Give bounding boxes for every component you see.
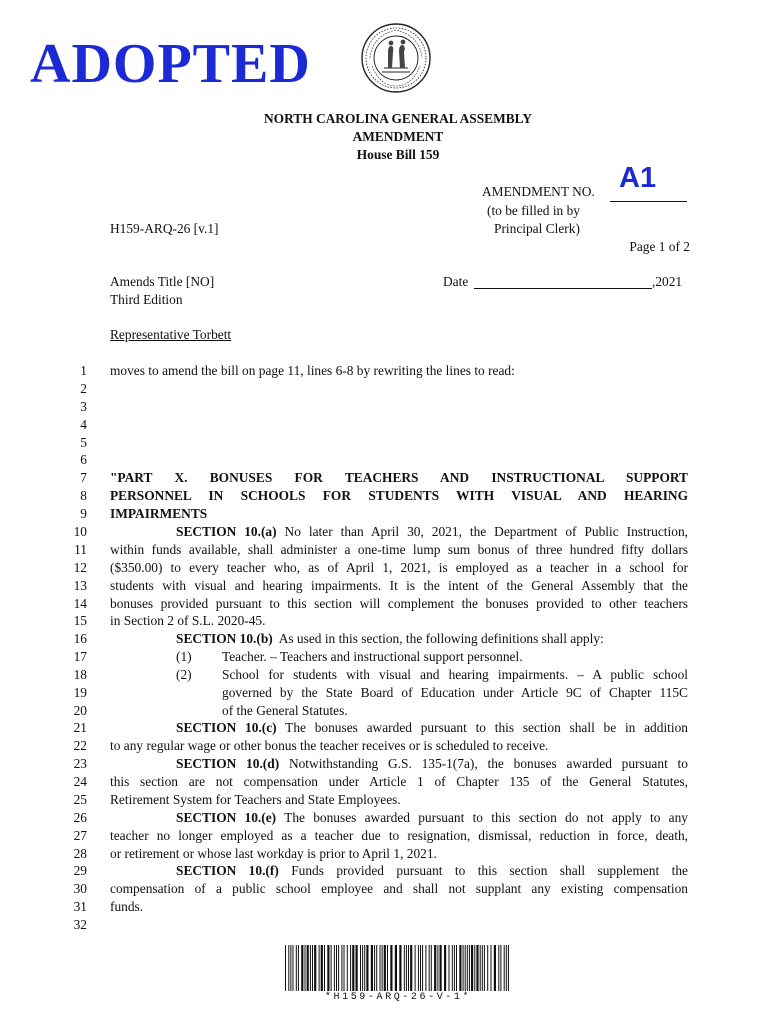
line-number: 22 bbox=[73, 738, 87, 753]
text-line: this section are not compensation under Article 1 of Chapter 135 of the General Statutes, bbox=[110, 774, 688, 789]
line-number: 29 bbox=[73, 863, 87, 878]
line-number: 23 bbox=[73, 756, 87, 771]
line-number: 5 bbox=[80, 435, 87, 450]
section-text: The bonuses awarded pursuant to this section shall be in addition bbox=[285, 720, 688, 735]
line-number: 26 bbox=[73, 810, 87, 825]
text-line: School for students with visual and hearing impairments. – A public school bbox=[222, 667, 688, 682]
text-line bbox=[110, 863, 688, 879]
text-line bbox=[110, 524, 688, 540]
text-line: to any regular wage or other bonus the teacher receives or is scheduled to receive. bbox=[110, 738, 549, 753]
line-number: 7 bbox=[80, 470, 87, 485]
text-line bbox=[110, 631, 688, 647]
section-heading: SECTION 10.(d) bbox=[176, 756, 280, 771]
text-line bbox=[110, 810, 688, 826]
text-line: PERSONNEL IN SCHOOLS FOR STUDENTS WITH VISUAL AND HEARING bbox=[110, 488, 688, 503]
line-number: 28 bbox=[73, 846, 87, 861]
section-heading: SECTION 10.(e) bbox=[176, 810, 277, 825]
line-number: 21 bbox=[73, 720, 87, 735]
section-heading: SECTION 10.(f) bbox=[176, 863, 279, 878]
line-number: 18 bbox=[73, 667, 87, 682]
text-line: bonuses provided pursuant to this section will complement the bonuses provided to other teachers bbox=[110, 596, 688, 611]
text-line: "PART X. BONUSES FOR TEACHERS AND INSTRUCTIONAL SUPPORT bbox=[110, 470, 688, 485]
amendment-number: A1 bbox=[619, 162, 657, 194]
line-number: 24 bbox=[73, 774, 87, 789]
line-number: 11 bbox=[74, 542, 87, 557]
text-line: governed by the State Board of Education under Article 9C of Chapter 115C bbox=[222, 685, 688, 700]
text-line: funds. bbox=[110, 899, 144, 914]
amendment-number-line bbox=[610, 201, 687, 202]
text-line: students with visual and hearing impairments. It is the intent of the General Assembly that the bbox=[110, 578, 688, 593]
list-number: (1) bbox=[176, 649, 192, 664]
line-number: 15 bbox=[73, 613, 87, 628]
text-line: Teacher. – Teachers and instructional support personnel. bbox=[222, 649, 523, 664]
text-line: teacher no longer employed as a teacher due to resignation, dismissal, reduction in force, death, bbox=[110, 828, 688, 843]
fill-note: (to be filled in by bbox=[487, 203, 580, 218]
bill-heading: House Bill 159 bbox=[356, 147, 440, 162]
text-line: Retirement System for Teachers and State Employees. bbox=[110, 792, 401, 807]
edition: Third Edition bbox=[110, 292, 183, 307]
amends-title: Amends Title [NO] bbox=[110, 274, 215, 289]
date-blank-line bbox=[474, 288, 652, 289]
line-number: 10 bbox=[73, 524, 87, 539]
line-number: 20 bbox=[73, 703, 87, 718]
amendment-heading: AMENDMENT bbox=[352, 129, 444, 144]
line-number: 32 bbox=[73, 917, 87, 932]
line-number: 14 bbox=[73, 596, 87, 611]
line-number: 30 bbox=[73, 881, 87, 896]
text-line: within funds available, shall administer a one-time lump sum bonus of three hundred fifty dollars bbox=[110, 542, 688, 557]
sponsor: Representative Torbett bbox=[110, 327, 232, 342]
line-number: 3 bbox=[80, 399, 87, 414]
bill-id: H159-ARQ-26 [v.1] bbox=[110, 221, 219, 236]
barcode-text: *H159-ARQ-26-V-1* bbox=[324, 992, 472, 1003]
section-text: No later than April 30, 2021, the Department of Public Instruction, bbox=[284, 524, 688, 539]
line-number: 6 bbox=[80, 452, 87, 467]
barcode-icon bbox=[285, 945, 511, 991]
line-number: 31 bbox=[73, 899, 87, 914]
text-line: compensation of a public school employee and shall not supplant any existing compensation bbox=[110, 881, 688, 896]
adopted-stamp: ADOPTED bbox=[30, 33, 311, 95]
line-number: 19 bbox=[73, 685, 87, 700]
page-number: Page 1 of 2 bbox=[629, 239, 690, 254]
line-number: 8 bbox=[80, 488, 87, 503]
line-number: 25 bbox=[73, 792, 87, 807]
state-seal-icon bbox=[360, 22, 432, 94]
line-number: 13 bbox=[73, 578, 87, 593]
line-number: 2 bbox=[80, 381, 87, 396]
line-number: 27 bbox=[73, 828, 87, 843]
text-line bbox=[110, 756, 688, 772]
text-line: moves to amend the bill on page 11, lines 6-8 by rewriting the lines to read: bbox=[110, 363, 515, 378]
line-number: 16 bbox=[73, 631, 87, 646]
date-year: ,2021 bbox=[652, 274, 683, 289]
section-heading: SECTION 10.(a) bbox=[176, 524, 277, 539]
line-number: 12 bbox=[73, 560, 87, 575]
section-text: Notwithstanding G.S. 135-1(7a), the bonuses awarded pursuant to bbox=[288, 756, 688, 771]
list-number: (2) bbox=[176, 667, 192, 682]
text-line: in Section 2 of S.L. 2020-45. bbox=[110, 613, 266, 628]
line-number: 17 bbox=[73, 649, 87, 664]
section-heading: SECTION 10.(b) bbox=[176, 631, 273, 646]
text-line: or retirement or whose last workday is prior to April 1, 2021. bbox=[110, 846, 437, 861]
text-line: ($350.00) to every teacher who, as of April 1, 2021, is employed as a teacher in a school for bbox=[110, 560, 688, 575]
line-number: 4 bbox=[80, 417, 87, 432]
section-text: As used in this section, the following definitions shall apply: bbox=[278, 631, 604, 646]
text-line: IMPAIRMENTS bbox=[110, 506, 208, 521]
amendment-number-label: AMENDMENT NO. bbox=[482, 184, 595, 199]
line-number: 1 bbox=[80, 363, 87, 378]
date-label: Date bbox=[443, 274, 469, 289]
text-line: of the General Statutes. bbox=[222, 703, 348, 718]
section-text: The bonuses awarded pursuant to this section do not apply to any bbox=[284, 810, 689, 825]
section-text: Funds provided pursuant to this section shall supplement the bbox=[291, 863, 688, 878]
text-line bbox=[110, 720, 688, 736]
fill-note: Principal Clerk) bbox=[494, 221, 580, 236]
line-number: 9 bbox=[80, 506, 87, 521]
assembly-heading: NORTH CAROLINA GENERAL ASSEMBLY bbox=[263, 111, 533, 126]
section-heading: SECTION 10.(c) bbox=[176, 720, 277, 735]
